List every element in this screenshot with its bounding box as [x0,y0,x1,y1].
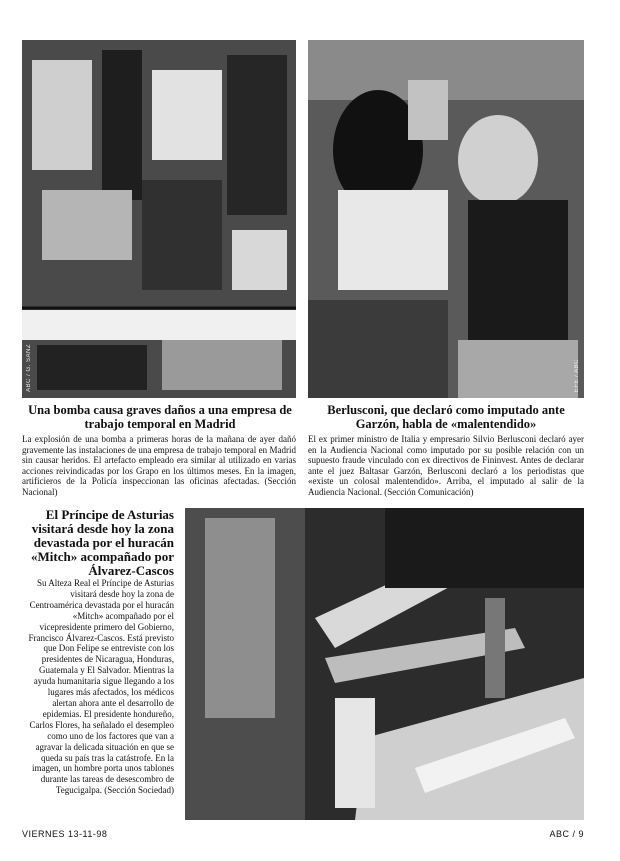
issue-date: VIERNES 13-11-98 [22,829,108,839]
berlusconi-photo [308,40,584,398]
bomb-caption: La explosión de una bomba a primeras horas de la mañana de ayer dañó gravemente las instalaciones de una empresa de trabajo temporal en Madrid sin causar heridos. El artefacto empleado era similar al utilizado en varias acciones reivindicadas por los Grapo en los últimos meses. En la imagen, artificieros de la Policía inspeccionan las oficinas afectadas. (Sección Nacional) [22,434,296,497]
berlusconi-headline: Berlusconi, que declaró como imputado ante Garzón, habla de «malentendido» [327,403,565,431]
photo-credit: ABC / G. SANZ [26,344,32,392]
prince-headline: El Príncipe de Asturias visitará desde hoy la zona devastada por el huracán «Mitch» acompañado por Álvarez-Cascos [31,507,174,578]
berlusconi-image [308,40,584,398]
bomb-damage-image [22,40,296,398]
bomb-damage-photo [22,40,296,398]
bomb-headline: Una bomba causa graves daños a una empresa de trabajo temporal en Madrid [28,403,292,431]
hurricane-debris-photo [185,508,584,820]
photo-credit: EFE / ABC [574,358,580,392]
page-number: ABC / 9 [549,829,584,839]
berlusconi-caption: El ex primer ministro de Italia y empresario Silvio Berlusconi declaró ayer en la Audiencia Nacional como imputado por su posible relación con un supuesto fraude vinculado con ex directivos de Fininvest. Antes de declarar ante el juez Baltasar Garzón, Berlusconi declaró a los periodistas que «existe un colosal malentendido». Arriba, el imputado al salir de la Audiencia Nacional. (Sección Comunicación) [308,434,584,497]
hurricane-debris-image [185,508,584,820]
prince-body: Su Alteza Real el Príncipe de Asturias visitará desde hoy la zona de Centroamérica devastada por el huracán «Mitch» acompañado por el vicepresidente primero del Gobierno, Francisco Álvarez-Cascos. Está previsto que Don Felipe se entreviste con los presidentes de Nicaragua, Honduras, Guatemala y El Salvador. Mientras la ayuda humanitaria sigue llegando a los lugares más afectados, los médicos alertan ahora ante el desarrollo de epidemias. El presidente hondureño, Carlos Flores, ha señalado el desempleo como uno de los factores que van a agravar la delicada situación en que se queda su país tras la catástrofe. En la imagen, un hombre porta unos tablones durante las tareas de desescombro de Tegucigalpa. (Sección Sociedad) [28,578,174,796]
